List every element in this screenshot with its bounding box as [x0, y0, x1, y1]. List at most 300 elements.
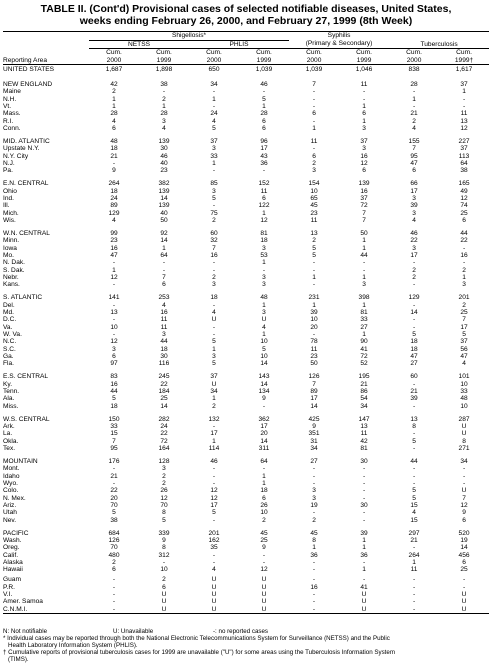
value-cell: 48: [110, 137, 118, 145]
value-cell: 49: [460, 187, 468, 195]
value-cell: 24: [110, 194, 118, 202]
value-cell: 7: [312, 380, 316, 388]
table-row: [3, 217, 489, 224]
value-cell: U: [261, 583, 267, 591]
value-cell: 11: [410, 566, 418, 574]
value-cell: 9: [162, 536, 166, 544]
value-cell: -: [262, 167, 266, 175]
value-cell: 2: [162, 479, 166, 487]
value-cell: 184: [158, 387, 170, 395]
reporting-area-cell: Tenn.: [3, 387, 20, 395]
value-cell: 95: [110, 444, 118, 452]
value-cell: 139: [158, 137, 170, 145]
value-cell: -: [262, 88, 266, 96]
value-cell: 3: [412, 244, 416, 252]
value-cell: 34: [460, 457, 468, 465]
value-cell: 30: [360, 457, 368, 465]
value-cell: 1,039: [255, 66, 273, 73]
value-cell: U: [461, 590, 467, 598]
value-cell: -: [362, 558, 366, 566]
reporting-area-cell: Nev.: [3, 516, 17, 524]
value-cell: 7: [162, 273, 166, 281]
shigellosis-header: Shigellosis*: [89, 32, 289, 41]
year-label: 2000: [189, 57, 239, 65]
value-cell: 81: [360, 444, 368, 452]
title-line-1: TABLE II. (Cont'd) Provisional cases of selected notifiable diseases, United States,: [40, 3, 452, 15]
table-row: [3, 473, 489, 480]
reporting-area-cell: UNITED STATES: [3, 66, 55, 73]
value-cell: 30: [360, 501, 368, 509]
value-cell: 5: [262, 345, 266, 353]
cum-label: Cum.: [306, 49, 322, 56]
value-cell: -: [212, 259, 216, 267]
value-cell: 1: [362, 330, 366, 338]
value-cell: 11: [360, 430, 368, 438]
reporting-area-cell: Oreg.: [3, 544, 20, 552]
reporting-area-cell: Md.: [3, 308, 14, 316]
value-cell: 48: [460, 395, 468, 403]
value-cell: 2: [412, 273, 416, 281]
value-cell: 195: [358, 373, 370, 381]
table-row: [3, 395, 489, 402]
reporting-area-cell: Ala.: [3, 395, 15, 403]
value-cell: 311: [258, 444, 270, 452]
reporting-area-cell: Ky.: [3, 380, 13, 388]
table-row: [3, 360, 489, 367]
value-cell: 33: [210, 152, 218, 160]
reporting-area-cell: Mass.: [3, 110, 21, 118]
value-cell: -: [412, 472, 416, 480]
value-cell: 16: [110, 380, 118, 388]
value-cell: -: [312, 576, 316, 584]
value-cell: 52: [360, 360, 368, 368]
value-cell: 3: [162, 465, 166, 473]
bottom-rule-cell: [3, 613, 489, 614]
value-cell: 1: [362, 536, 366, 544]
reporting-area-cell: W. Va.: [3, 330, 22, 338]
value-cell: -: [112, 281, 116, 289]
value-cell: 126: [108, 536, 120, 544]
value-cell: -: [362, 494, 366, 502]
reporting-area-cell: Conn.: [3, 125, 21, 132]
value-cell: 47: [460, 353, 468, 360]
value-cell: 11: [310, 216, 318, 224]
footnote-dagger: † Cumulative reports of provisional tuberculosis cases for 1999 are unavailable ("U") for some areas using the Tuberculosis Information System: [3, 649, 395, 656]
value-cell: 1: [112, 266, 116, 274]
value-cell: U: [261, 316, 267, 324]
value-cell: 72: [360, 202, 368, 210]
value-cell: 41: [360, 345, 368, 353]
value-cell: -: [112, 301, 116, 309]
value-cell: 650: [208, 66, 220, 73]
value-cell: -: [312, 95, 316, 103]
value-cell: 8: [162, 544, 166, 552]
value-cell: 74: [460, 202, 468, 210]
reporting-area-cell: N. Mex.: [3, 494, 26, 502]
value-cell: 176: [108, 457, 120, 465]
table-row: [3, 381, 489, 388]
value-cell: 456: [458, 551, 470, 559]
value-cell: 34: [310, 444, 318, 452]
reporting-area-cell: Kans.: [3, 281, 20, 289]
value-cell: -: [462, 244, 466, 252]
value-cell: 38: [460, 167, 468, 175]
value-cell: 9: [262, 395, 266, 403]
value-cell: -: [362, 88, 366, 96]
value-cell: 37: [210, 373, 218, 381]
value-cell: U: [211, 598, 217, 606]
value-cell: 10: [110, 323, 118, 331]
value-cell: 75: [210, 209, 218, 217]
table-row: [3, 413, 489, 423]
value-cell: 1: [262, 479, 266, 487]
reporting-area-cell: S. ATLANTIC: [3, 294, 43, 302]
table-row: [3, 145, 489, 152]
value-cell: 6: [112, 566, 116, 574]
table-row: [3, 210, 489, 217]
reporting-area-cell: Minn.: [3, 237, 20, 245]
value-cell: 4: [112, 216, 116, 224]
reporting-area-cell: Mont.: [3, 465, 20, 473]
value-cell: 30: [160, 353, 168, 360]
reporting-area-cell: Del.: [3, 301, 15, 309]
value-cell: 264: [408, 551, 420, 559]
value-cell: 6: [162, 583, 166, 591]
value-cell: 18: [160, 345, 168, 353]
value-cell: 7: [212, 244, 216, 252]
value-cell: U: [161, 590, 167, 598]
year-label: 1999: [239, 57, 289, 65]
value-cell: 154: [308, 180, 320, 188]
value-cell: 5: [262, 95, 266, 103]
value-cell: 7: [462, 316, 466, 324]
reporting-area-cell: Nebr.: [3, 273, 19, 281]
value-cell: 96: [260, 137, 268, 145]
value-cell: 5: [212, 360, 216, 368]
value-cell: -: [212, 422, 216, 430]
value-cell: 382: [158, 180, 170, 188]
table-row: [3, 455, 489, 465]
value-cell: 14: [460, 544, 468, 552]
table-row: [3, 274, 489, 281]
reporting-area-cell: NEW ENGLAND: [3, 80, 53, 88]
reporting-area-cell: Ill.: [3, 202, 10, 210]
value-cell: 46: [160, 152, 168, 160]
value-cell: 164: [158, 444, 170, 452]
value-cell: 1: [312, 301, 316, 309]
value-cell: 1: [312, 273, 316, 281]
table-row: [3, 566, 489, 573]
reporting-area-cell: S.C.: [3, 345, 16, 353]
value-cell: -: [112, 479, 116, 487]
value-cell: 3: [162, 117, 166, 125]
value-cell: 3: [412, 209, 416, 217]
value-cell: 43: [260, 152, 268, 160]
syphilis-subheader: (Primary & Secondary): [289, 40, 389, 49]
table-row: [3, 291, 489, 301]
value-cell: -: [212, 551, 216, 559]
value-cell: -: [212, 301, 216, 309]
value-cell: 53: [260, 251, 268, 259]
value-cell: -: [362, 95, 366, 103]
reporting-area-cell: E.N. CENTRAL: [3, 180, 49, 188]
value-cell: 95: [410, 152, 418, 160]
value-cell: 1: [412, 95, 416, 103]
value-cell: 5: [112, 509, 116, 517]
value-cell: 3: [362, 281, 366, 289]
value-cell: 6: [262, 117, 266, 125]
footnote-not-notifiable: N: Not notifiable: [3, 628, 48, 635]
value-cell: U: [211, 583, 217, 591]
reporting-area-cell: Amer. Samoa: [3, 598, 43, 606]
value-cell: 12: [160, 494, 168, 502]
value-cell: 2: [162, 576, 166, 584]
value-cell: 28: [410, 80, 418, 88]
value-cell: 3: [212, 281, 216, 289]
value-cell: 5: [312, 244, 316, 252]
value-cell: -: [262, 558, 266, 566]
value-cell: 1: [112, 95, 116, 103]
value-cell: -: [112, 316, 116, 324]
value-cell: 25: [260, 536, 268, 544]
value-cell: 1,687: [105, 66, 123, 73]
value-cell: 12: [210, 487, 218, 495]
value-cell: 17: [210, 430, 218, 438]
value-cell: U: [261, 605, 267, 613]
value-cell: 3: [312, 494, 316, 502]
value-cell: U: [361, 590, 367, 598]
reporting-area-cell: Hawaii: [3, 566, 23, 574]
value-cell: 4: [162, 125, 166, 132]
value-cell: -: [412, 605, 416, 613]
reporting-area-cell: Wis.: [3, 216, 16, 224]
table-row: [3, 177, 489, 187]
value-cell: 122: [258, 202, 270, 210]
value-cell: 684: [108, 529, 120, 537]
value-cell: -: [312, 479, 316, 487]
value-cell: 10: [260, 353, 268, 360]
table-row: [3, 465, 489, 472]
reporting-area-cell: N.J.: [3, 159, 15, 167]
value-cell: 271: [458, 444, 470, 452]
value-cell: 2: [412, 266, 416, 274]
reporting-area-cell: Wyo.: [3, 479, 18, 487]
table-row: [3, 591, 489, 598]
value-cell: 253: [158, 294, 170, 302]
value-cell: -: [162, 88, 166, 96]
value-cell: 5: [412, 437, 416, 445]
value-cell: 34: [210, 387, 218, 395]
value-cell: 15: [110, 430, 118, 438]
value-cell: 65: [310, 194, 318, 202]
value-cell: 5: [212, 509, 216, 517]
value-cell: 16: [210, 251, 218, 259]
table-row: [3, 509, 489, 516]
value-cell: 362: [258, 415, 270, 423]
value-cell: 2: [212, 216, 216, 224]
value-cell: 92: [160, 229, 168, 237]
value-cell: 4: [212, 117, 216, 125]
value-cell: 18: [110, 402, 118, 410]
value-cell: -: [212, 167, 216, 175]
value-cell: 20: [260, 430, 268, 438]
value-cell: 9: [462, 509, 466, 517]
value-cell: 14: [160, 402, 168, 410]
reporting-area-cell: Pa.: [3, 167, 13, 175]
value-cell: 31: [310, 437, 318, 445]
value-cell: 134: [258, 387, 270, 395]
value-cell: 3: [212, 353, 216, 360]
value-cell: 23: [110, 237, 118, 245]
legend-row: [3, 628, 489, 635]
value-cell: 81: [360, 308, 368, 316]
value-cell: -: [312, 472, 316, 480]
value-cell: 99: [110, 229, 118, 237]
value-cell: 33: [110, 422, 118, 430]
value-cell: -: [412, 380, 416, 388]
value-cell: 50: [310, 360, 318, 368]
table-row: [3, 237, 489, 244]
table-title: [0, 0, 492, 27]
value-cell: -: [112, 605, 116, 613]
value-cell: -: [362, 487, 366, 495]
value-cell: -: [312, 590, 316, 598]
value-cell: 5: [212, 338, 216, 346]
value-cell: 18: [110, 187, 118, 195]
value-cell: 28: [260, 110, 268, 118]
value-cell: U: [211, 316, 217, 324]
value-cell: -: [312, 259, 316, 267]
value-cell: 26: [160, 487, 168, 495]
value-cell: 17: [410, 187, 418, 195]
value-cell: 139: [358, 180, 370, 188]
value-cell: 838: [408, 66, 420, 73]
value-cell: 5: [162, 516, 166, 524]
value-cell: 27: [360, 323, 368, 331]
value-cell: U: [211, 590, 217, 598]
value-cell: -: [212, 516, 216, 524]
reporting-area-cell: Wash.: [3, 536, 22, 544]
value-cell: -: [412, 598, 416, 606]
value-cell: 162: [208, 536, 220, 544]
value-cell: 2: [462, 301, 466, 309]
table-row: [3, 403, 489, 410]
value-cell: 60: [210, 229, 218, 237]
value-cell: 21: [360, 380, 368, 388]
value-cell: -: [112, 465, 116, 473]
value-cell: 1,617: [455, 66, 473, 73]
footnote-no-cases: -: no reported cases: [213, 628, 269, 635]
reporting-area-cell: W.S. CENTRAL: [3, 415, 50, 423]
value-cell: 12: [110, 273, 118, 281]
value-cell: 3: [262, 244, 266, 252]
value-cell: 3: [112, 345, 116, 353]
value-cell: -: [412, 544, 416, 552]
year-label: 2000: [389, 57, 439, 65]
value-cell: 2: [462, 266, 466, 274]
value-cell: 1: [362, 244, 366, 252]
year-label: 1999†: [439, 57, 489, 65]
value-cell: 11: [160, 323, 168, 331]
value-cell: -: [412, 316, 416, 324]
value-cell: 22: [160, 430, 168, 438]
value-cell: 12: [360, 159, 368, 167]
value-cell: 480: [108, 551, 120, 559]
value-cell: 5: [212, 125, 216, 132]
footnote-dagger-cont: (TIMS).: [8, 656, 29, 663]
table-row: [3, 430, 489, 437]
value-cell: 7: [462, 494, 466, 502]
value-cell: -: [212, 266, 216, 274]
value-cell: -: [312, 509, 316, 517]
table-row: [3, 88, 489, 95]
value-cell: 2: [262, 516, 266, 524]
value-cell: 129: [108, 209, 120, 217]
value-cell: -: [212, 479, 216, 487]
value-cell: 13: [110, 308, 118, 316]
value-cell: U: [361, 605, 367, 613]
disease-table: [3, 31, 489, 614]
value-cell: 14: [160, 237, 168, 245]
value-cell: 520: [458, 529, 470, 537]
netss-header: NETSS: [89, 40, 189, 49]
value-cell: 297: [408, 529, 420, 537]
value-cell: 339: [158, 529, 170, 537]
cum-label: Cum.: [406, 49, 422, 56]
value-cell: 48: [260, 294, 268, 302]
value-cell: 41: [360, 583, 368, 591]
value-cell: 39: [410, 395, 418, 403]
table-row: [3, 544, 489, 551]
value-cell: 23: [310, 353, 318, 360]
value-cell: -: [212, 472, 216, 480]
value-cell: -: [312, 102, 316, 110]
value-cell: 6: [362, 167, 366, 175]
value-cell: 50: [360, 229, 368, 237]
value-cell: -: [312, 117, 316, 125]
value-cell: -: [312, 88, 316, 96]
value-cell: 17: [260, 145, 268, 153]
value-cell: 90: [360, 338, 368, 346]
value-cell: -: [162, 266, 166, 274]
table-row: [3, 135, 489, 145]
value-cell: 155: [408, 137, 420, 145]
value-cell: 8: [412, 422, 416, 430]
value-cell: 14: [310, 402, 318, 410]
value-cell: 18: [260, 487, 268, 495]
value-cell: 56: [460, 345, 468, 353]
value-cell: 64: [260, 457, 268, 465]
reporting-area-cell: Alaska: [3, 558, 23, 566]
value-cell: -: [112, 590, 116, 598]
value-cell: 39: [360, 529, 368, 537]
table-header: [3, 32, 489, 65]
value-cell: -: [462, 102, 466, 110]
table-row: [3, 445, 489, 452]
value-cell: 3: [362, 145, 366, 153]
value-cell: 4: [412, 509, 416, 517]
table-row: [3, 96, 489, 103]
value-cell: 18: [260, 237, 268, 245]
value-cell: 11: [310, 345, 318, 353]
value-cell: 3: [262, 281, 266, 289]
table-row: [3, 245, 489, 252]
value-cell: 4: [262, 323, 266, 331]
value-cell: 22: [410, 237, 418, 245]
value-cell: 113: [458, 152, 470, 160]
reporting-area-cell: Ark.: [3, 422, 15, 430]
value-cell: 14: [160, 194, 168, 202]
